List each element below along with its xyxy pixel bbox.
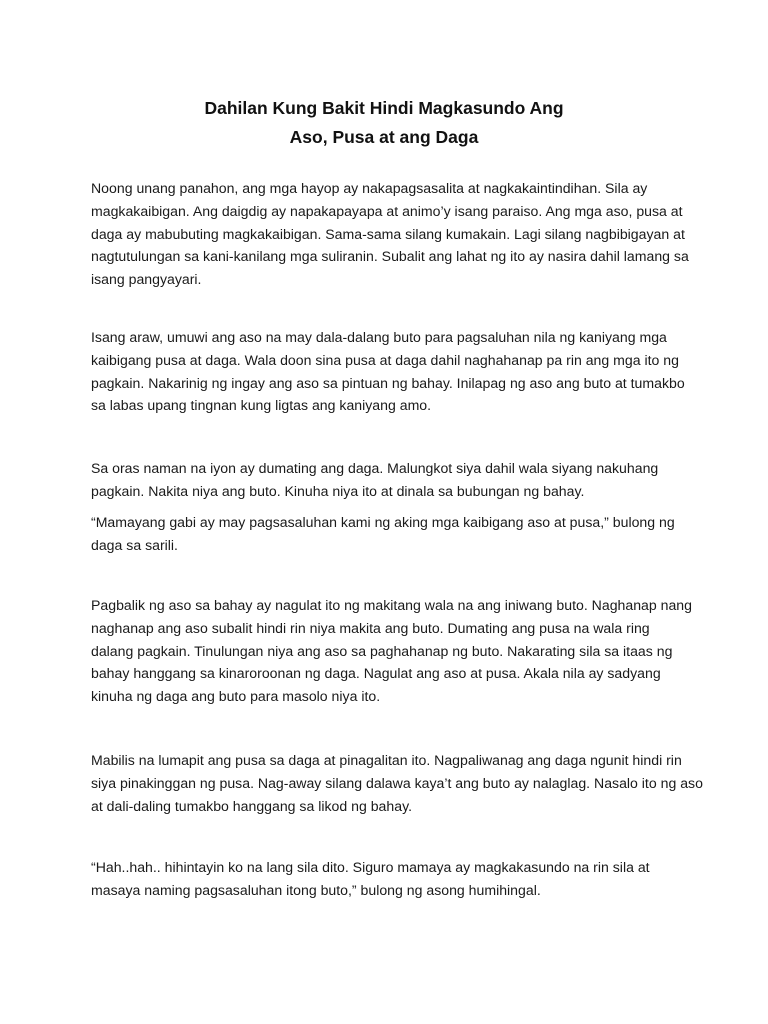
text-line: nagtutulungan sa kani-kanilang mga suliranin. Subalit ang lahat ng ito ay nasira dahil lamang sa — [91, 248, 689, 265]
text-line: masaya naming pagsasaluhan itong buto,” bulong ng asong humihingal. — [91, 881, 541, 898]
text-line: naghanap ang aso subalit hindi rin niya makita ang buto. Dumating ang pusa na wala ring — [91, 619, 650, 636]
document-title-line-1: Dahilan Kung Bakit Hindi Magkasundo Ang — [204, 98, 564, 118]
text-line: Isang araw, umuwi ang aso na may dala-dalang buto para pagsaluhan nila ng kaniyang mga — [91, 329, 667, 345]
text-line: magkakaibigan. Ang daigdig ay napakapayapa at animo’y isang paraiso. Ang mga aso, pusa at — [91, 202, 683, 219]
paragraph — [91, 856, 691, 902]
text-line: Noong unang panahon, ang mga hayop ay nakapagsasalita at nagkakaintindihan. Sila ay — [91, 180, 648, 196]
text-line: siya pinakinggan ng pusa. Nag-away silang dalawa kaya’t ang buto ay nalaglag. Nasalo ito ng aso — [91, 774, 703, 791]
text-line: pagkain. Nakarinig ng ingay ang aso sa pintuan ng bahay. Inilapag ng aso ang buto at tumakbo — [91, 374, 685, 391]
text-line: “Hah..hah.. hihintayin ko na lang sila dito. Siguro mamaya ay magkakasundo na rin sila at — [91, 859, 650, 875]
paragraph — [91, 749, 703, 817]
text-line: kaibigang pusa at daga. Wala doon sina pusa at daga dahil naghahanap pa rin ang mga ito ng — [91, 351, 679, 368]
text-line: “Mamayang gabi ay may pagsasaluhan kami ng aking mga kaibigang aso at pusa,” bulong ng — [91, 514, 675, 530]
text-line: daga sa sarili. — [91, 536, 178, 553]
paragraph — [91, 594, 691, 708]
text-line: dalang pagkain. Tinulungan niya ang aso sa paghahanap ng buto. Nakarating sila sa itaas ng — [91, 642, 673, 659]
text-line: Sa oras naman na iyon ay dumating ang daga. Malungkot siya dahil wala siyang nakuhang — [91, 460, 659, 476]
text-line: isang pangyayari. — [91, 271, 202, 288]
paragraph — [91, 511, 691, 557]
text-line: Mabilis na lumapit ang pusa sa daga at pinagalitan ito. Nagpaliwanag ang daga ngunit hindi rin — [91, 752, 682, 768]
text-line: Pagbalik ng aso sa bahay ay nagulat ito ng makitang wala na ang iniwang buto. Naghanap nang — [91, 597, 692, 613]
document-title-line-2: Aso, Pusa at ang Daga — [289, 127, 479, 147]
paragraph — [91, 457, 691, 503]
text-line: daga ay mabubuting magkakaibigan. Sama-sama silang kumakain. Lagi silang nagbibigayan at — [91, 225, 685, 242]
text-line: at dali-daling tumakbo hanggang sa likod ng bahay. — [91, 797, 412, 814]
text-line: bahay hanggang sa kinaroroonan ng daga. Nagulat ang aso at pusa. Akala nila ay sadyang — [91, 665, 661, 682]
text-line: kinuha ng daga ang buto para masolo niya ito. — [91, 688, 381, 705]
text-line: sa labas upang tingnan kung ligtas ang kaniyang amo. — [91, 397, 432, 414]
paragraph — [91, 326, 691, 417]
text-line: pagkain. Nakita niya ang buto. Kinuha niya ito at dinala sa bubungan ng bahay. — [91, 482, 585, 499]
paragraph — [91, 177, 691, 291]
